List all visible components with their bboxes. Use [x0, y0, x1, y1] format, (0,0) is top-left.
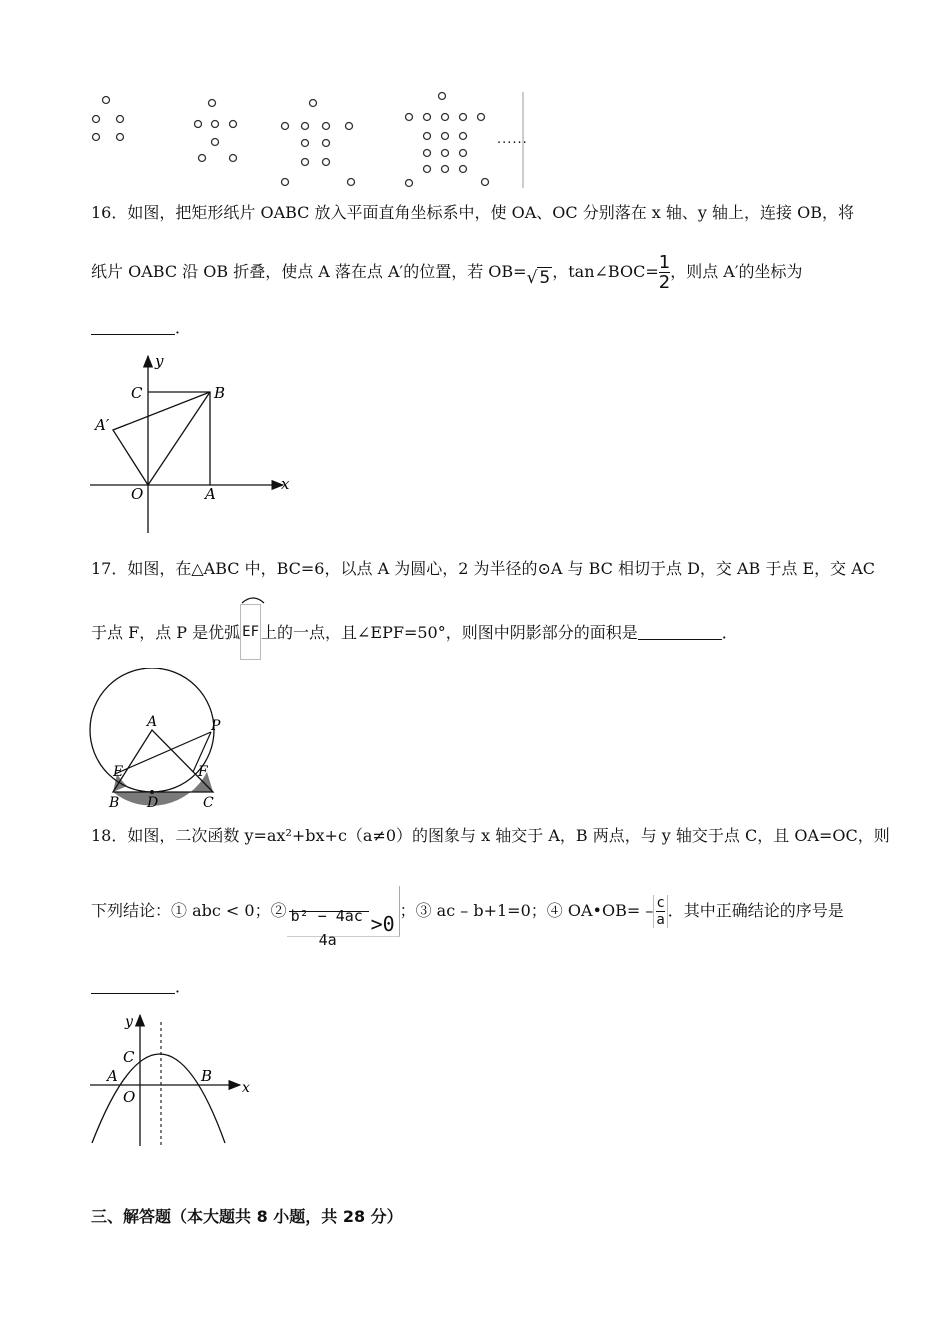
label-y: y [125, 1014, 133, 1030]
point-d [150, 790, 154, 794]
fraction-one-half: $\frac{1}{2}$ [658, 251, 671, 293]
label-b: B [214, 384, 226, 402]
label-a-prime: A′ [95, 416, 110, 434]
folded-triangle [113, 392, 210, 485]
q16-line2 [91, 252, 802, 292]
arc-ef-label: EF [240, 604, 261, 660]
fraction-c-over-a: $\frac{c}{a}$ [653, 895, 667, 928]
label-d: D [147, 795, 159, 811]
q16-line2-b: ，tan∠BOC= [552, 262, 659, 281]
label-a: A [205, 485, 216, 503]
label-b: B [109, 795, 120, 811]
label-b: B [201, 1067, 213, 1085]
label-x: x [242, 1080, 250, 1096]
answer-blank [638, 625, 722, 640]
q18-line1: 18．如图，二次函数 y=ax²+bx+c（a≠0）的图象与 x 轴交于 A，B 两点，与 y 轴交于点 C，且 OA=OC，则 [91, 826, 890, 845]
answer-blank [91, 320, 175, 335]
fraction-discriminant: b² − 4ac 4a >0 [287, 886, 400, 937]
q17-figure [85, 668, 235, 813]
label-p: P [211, 718, 221, 734]
q16-line2-a: 纸片 OABC 沿 OB 折叠，使点 A 落在点 A′的位置，若 OB= [91, 262, 527, 281]
dots-ellipsis: ...... [497, 132, 528, 147]
label-f: F [198, 764, 208, 780]
q18-answer-blank: ． [91, 977, 191, 997]
q18-line2-c: ．其中正确结论的序号是 [667, 901, 844, 920]
q18-line2-a: 下列结论：① abc < 0；② [91, 901, 287, 920]
section-heading: 三、解答题（本大题共 8 小题，共 28 分） [91, 1207, 403, 1226]
sqrt-expression: √ 5 [526, 268, 551, 288]
label-c: C [203, 795, 214, 811]
segment-ep [115, 732, 211, 774]
segment-ob [148, 392, 210, 485]
q17-line2: 于点 F，点 P 是优弧 EF 上的一点，且∠EPF=50°，则图中阴影部分的面积是 ． [91, 604, 738, 648]
q16-line1: 16．如图，把矩形纸片 OABC 放入平面直角坐标系中，使 OA、OC 分别落在 x 轴、y 轴上，连接 OB，将 [91, 203, 854, 222]
q17-line2-b: 上的一点，且∠EPF=50°，则图中阴影部分的面积是 [261, 623, 638, 642]
q18-figure [85, 1010, 260, 1150]
label-c: C [123, 1048, 135, 1066]
label-y: y [155, 352, 164, 370]
label-o: O [131, 485, 144, 503]
answer-blank [91, 979, 175, 994]
label-x: x [281, 475, 290, 493]
label-o: O [123, 1088, 136, 1106]
dot-pattern-figure [85, 88, 530, 190]
q18-line2 [91, 885, 844, 949]
q16-answer-blank: ． [91, 318, 191, 338]
label-a: A [107, 1067, 118, 1085]
label-c: C [131, 384, 143, 402]
q17-line2-a: 于点 F，点 P 是优弧 [91, 623, 241, 642]
label-a: A [147, 714, 158, 730]
q17-line1: 17．如图，在△ABC 中，BC=6，以点 A 为圆心，2 为半径的⊙A 与 BC 相切于点 D，交 AB 于点 E，交 AC [91, 559, 876, 578]
q16-figure [85, 350, 300, 535]
q18-line2-b: ；③ ac – b+1=0；④ OA•OB= – [399, 901, 654, 920]
label-e: E [113, 764, 124, 780]
q16-line2-c: ，则点 A′的坐标为 [670, 262, 803, 281]
